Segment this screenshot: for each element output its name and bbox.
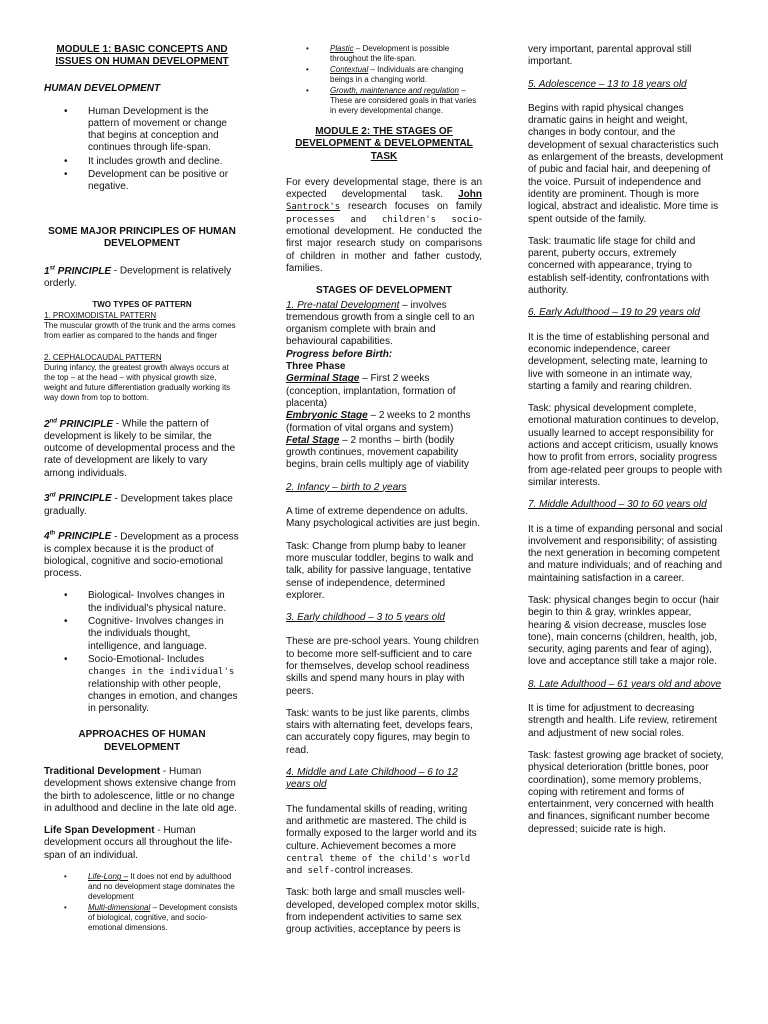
early-childhood-text: These are pre-school years. Young children to become more self-sufficient and to care for themselves, develop school readiness skills and spend many hours in play with peers.	[286, 636, 479, 697]
early-adulthood-text: It is the time of establishing personal and economic independence, career development, selecting mate, learning to live with someone in an intimate way, starting a family and rearing children.	[528, 331, 710, 392]
list-item: • Contextual – Individuals are changing beings in a changing world.	[306, 65, 482, 85]
pattern-1-title: 1. PROXIMODISTAL PATTERN	[44, 311, 157, 321]
life-span-list-continued	[286, 44, 482, 116]
life-span-development: Life Span Development - Human development occurs all throughout the life-span of an individual.	[44, 825, 233, 861]
infancy-title: 2. Infancy – birth to 2 years	[286, 481, 407, 493]
list-item: • Biological- Involves changes in the individual's physical nature.	[64, 590, 240, 615]
prenatal-development: 1. Pre-natal Development – involves tremendous growth from a single cell to an organism complete with brain and behavioural capabilities.	[286, 299, 475, 348]
middle-adulthood-title: 7. Middle Adulthood – 30 to 60 years old	[528, 499, 707, 511]
column-right	[528, 44, 724, 846]
pattern-2-text: During infancy, the greatest growth always occurs at the top – at the head – with physical growth size, weight and future differentiation gradually working its way down from top to bottom.	[44, 363, 231, 403]
module2-intro: For every developmental stage, there is an expected developmental task. John Santrock's research focuses on family processes and children's socio-emotional development. He conducted the first major research study on comparisons of children in mother and father custody, families.	[286, 176, 482, 274]
pattern-2	[44, 353, 240, 403]
principle-3: 3rd PRINCIPLE - Development takes place gradually.	[44, 493, 233, 517]
principle-4-label: 4th PRINCIPLE	[44, 530, 112, 543]
late-adulthood-text: It is time for adjustment to decreasing strength and health. Life review, retirement and adjustment of new social roles.	[528, 703, 717, 739]
middle-adulthood-task: Task: physical changes begin to occur (hair begin to thin & gray, wrinkles appear, hearing & vision decrease, muscles lose tone), main concerns (children, health, job, security, aging parents and fear of aging), love and acceptance still take a major role.	[528, 594, 720, 668]
principle-4-list	[44, 590, 240, 715]
list-item: • Multi-dimensional – Development consists of biological, cognitive, and socio-emotional dimensions.	[64, 903, 240, 933]
middle-childhood-title: 4. Middle and Late Childhood – 6 to 12 years old	[286, 767, 458, 791]
principles-heading: SOME MAJOR PRINCIPLES OF HUMAN DEVELOPMENT	[48, 225, 236, 249]
pattern-1	[44, 311, 240, 341]
middle-childhood-text: The fundamental skills of reading, writing and arithmetic are mastered. The child is formally exposed to the larger world and its culture. Achievement becomes a more central theme of the child's world and self-control increases.	[286, 803, 477, 877]
column-left	[44, 44, 240, 943]
adolescence-text: Begins with rapid physical changes dramatic gains in height and weight, changes in body contour, and the development of sexual characteristics such as enlargement of the breasts, development of pubic and facial hair, and deepening of the voice. Pursuit of independence and identity are prominent. Though is more logical, abstract and idealistic. More time is spent outside of the family.	[528, 102, 724, 225]
adolescence-title: 5. Adolescence – 13 to 18 years old	[528, 78, 687, 90]
middle-childhood-task: Task: both large and small muscles well-developed, developed complex motor skills, from independent activities to same sex group activities, acceptance by peers is	[286, 887, 480, 936]
middle-adulthood-text: It is a time of expanding personal and social involvement and responsibility; of assisting the next generation in becoming competent and mature individuals; and of reaching and maintaining satisfaction in a career.	[528, 523, 723, 584]
stages-heading: STAGES OF DEVELOPMENT	[316, 285, 452, 297]
infancy-task: Task: Change from plump baby to leaner more muscular toddler, begins to walk and talk, ability for passive language, tentative sense of independence, determined explorer.	[286, 540, 474, 601]
two-types-heading: TWO TYPES OF PATTERN	[92, 300, 192, 310]
list-item: • Cognitive- Involves changes in the individuals thought, intelligence, and language.	[64, 616, 240, 653]
infancy-text: A time of extreme dependence on adults. Many psychological activities are just begin.	[286, 506, 480, 530]
human-development-list	[44, 106, 240, 194]
late-adulthood-task: Task: fastest growing age bracket of society, physical deterioration (brittle bones, poor coordination), some memory problems, coping with retirement and forms of entertainment, very concerned with health and finances, significant number become depressed; suicide rate is high.	[528, 749, 724, 835]
list-item: • Human Development is the pattern of movement or change that begins at conception and continues through life-span.	[64, 106, 240, 155]
embryonic-stage: Embryonic Stage – 2 weeks to 2 months (formation of vital organs and system)	[286, 410, 471, 434]
list-item: • Plastic – Development is possible throughout the life-span.	[306, 44, 482, 64]
author-name: John	[458, 189, 482, 201]
early-adulthood-task: Task: physical development complete, emotional maturation continues to develop, usually learned to accept responsibility for actions and accept criticism, usually knows how to profit from errors, sociality progress from age-related peer groups to people with similar interests.	[528, 403, 723, 488]
three-phase: Three Phase	[286, 361, 346, 373]
traditional-development: Traditional Development - Human development shows extensive change from the birth to adolescence, little or no change in adulthood and decline in the late old age.	[44, 766, 237, 814]
traditional-label: Traditional Development	[44, 766, 161, 777]
germinal-stage: Germinal Stage – First 2 weeks (conception, implantation, formation of placenta)	[286, 373, 456, 409]
pattern-1-text: The muscular growth of the trunk and the arms comes from earlier as compared to the hands and finger	[44, 321, 236, 341]
module1-title: MODULE 1: BASIC CONCEPTS AND ISSUES ON HUMAN DEVELOPMENT	[55, 44, 229, 68]
prenatal-title: 1. Pre-natal Development	[286, 299, 400, 311]
principle-1-label: 1st PRINCIPLE	[44, 265, 112, 277]
principle-4: 4th PRINCIPLE - Development as a process is complex because it is the product of biological, cognitive and socio-emotional process.	[44, 530, 239, 580]
pattern-2-title: 2. CEPHALOCAUDAL PATTERN	[44, 353, 162, 363]
list-item: • Growth, maintenance and regulation – These are considered goals in that varies in every developmental change.	[306, 86, 482, 116]
fetal-stage: Fetal Stage – 2 months – birth (bodily growth continues, movement capability begins, brain cells multiply age of viability	[286, 434, 469, 471]
early-adulthood-title: 6. Early Adulthood – 19 to 29 years old	[528, 307, 700, 319]
list-item: • It includes growth and decline.	[64, 156, 240, 168]
adolescence-task: Task: traumatic life stage for child and parent, puberty occurs, extremely concerned with appearance, trying to establish self-identity, confrontations with authority.	[528, 235, 710, 297]
column-middle	[286, 44, 482, 947]
list-item: • Socio-Emotional- Includes changes in the individual's relationship with other people, changes in emotion, and changes in personality.	[64, 654, 240, 715]
principle-3-label: 3rd PRINCIPLE	[44, 493, 112, 505]
list-item: • Life-Long – It does not end by adulthood and no development stage dominates the development	[64, 872, 240, 902]
approaches-heading: APPROACHES OF HUMAN DEVELOPMENT	[78, 729, 206, 753]
human-development-heading: HUMAN DEVELOPMENT	[44, 82, 161, 94]
principle-1: 1st PRINCIPLE - Development is relatively orderly.	[44, 265, 232, 289]
late-adulthood-title: 8. Late Adulthood – 61 years old and above	[528, 678, 722, 690]
early-childhood-title: 3. Early childhood – 3 to 5 years old	[286, 612, 445, 624]
early-childhood-task: Task: wants to be just like parents, climbs stairs with alternating feet, develops fears, can accurately copy figures, may begin to read.	[286, 707, 473, 756]
progress-before-birth: Progress before Birth:	[286, 348, 393, 360]
life-span-list	[44, 872, 240, 933]
principle-2: 2nd PRINCIPLE - While the pattern of development is likely to be similar, the outcome of developmental process and the rate of development are likely to vary among individuals.	[44, 418, 236, 479]
middle-childhood-task-continued: very important, parental approval still important.	[528, 44, 692, 68]
list-item: • Development can be positive or negative.	[64, 169, 240, 194]
principle-2-label: 2nd PRINCIPLE	[44, 418, 114, 430]
life-span-label: Life Span Development	[44, 825, 155, 837]
module2-title: MODULE 2: THE STAGES OF DEVELOPMENT & DEVELOPMENTAL TASK	[295, 126, 473, 162]
